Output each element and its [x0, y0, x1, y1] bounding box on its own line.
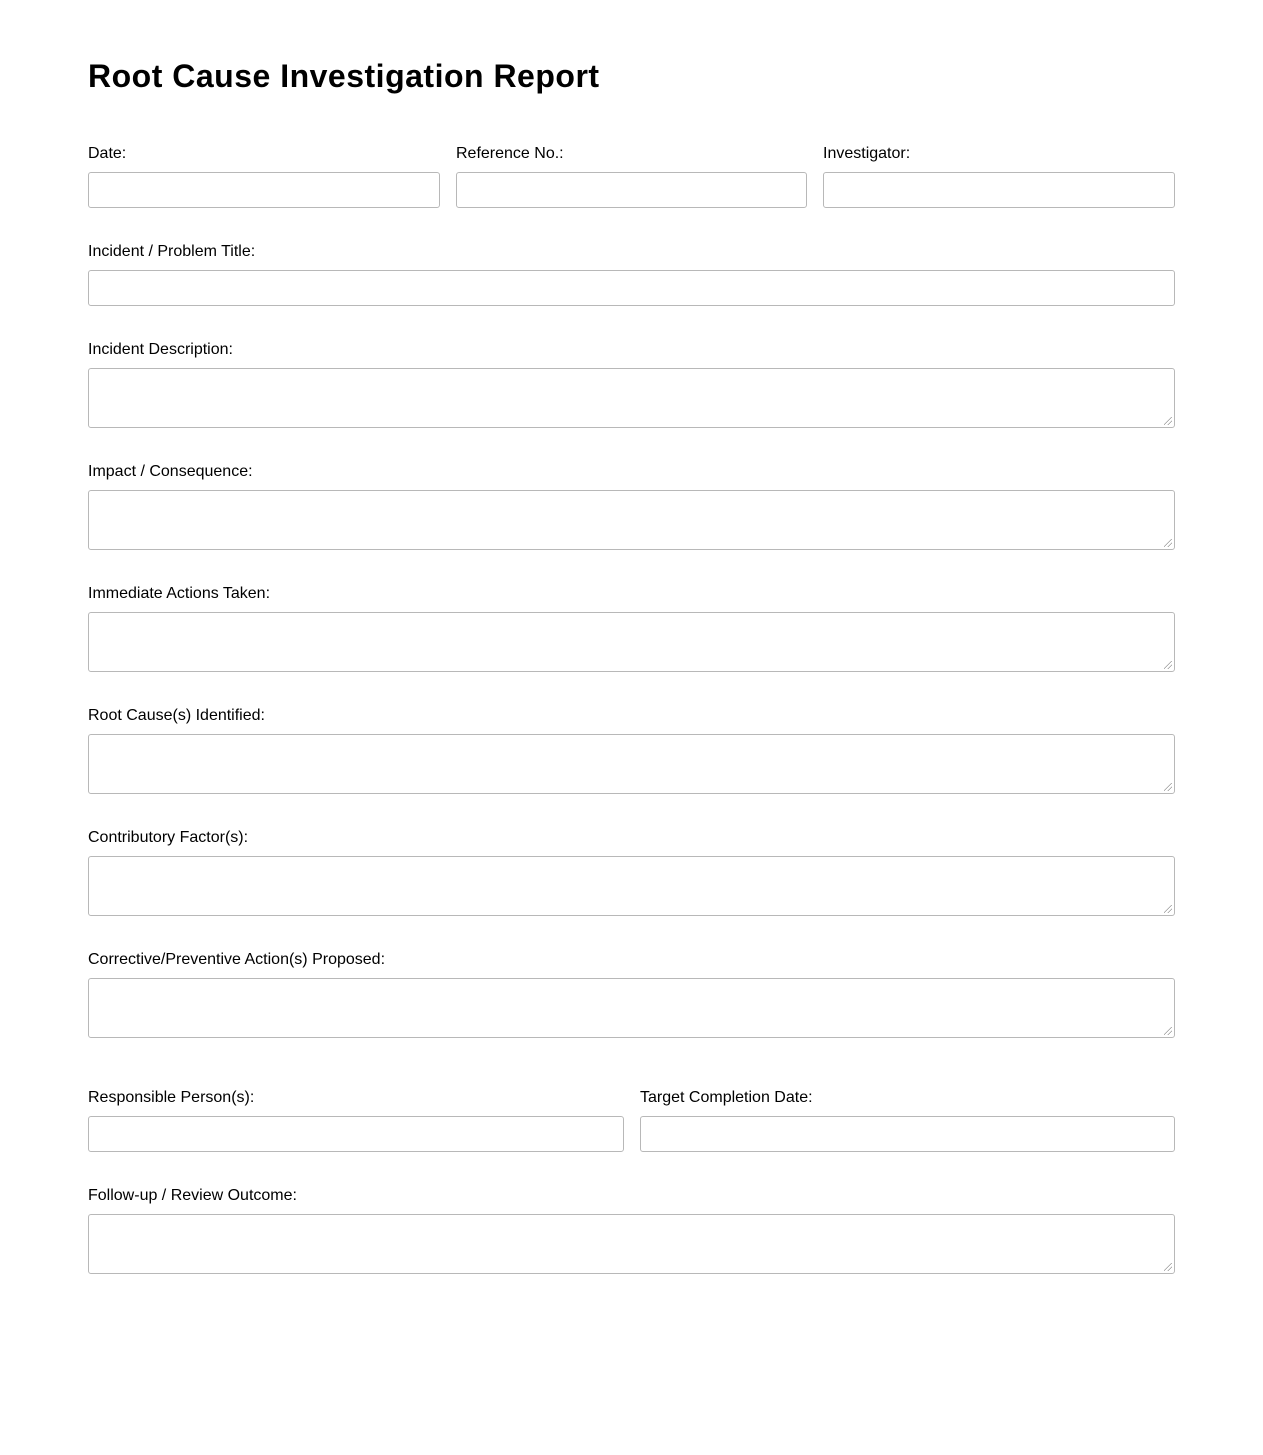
impact-field-group [88, 463, 1175, 550]
root-causes-textarea[interactable] [88, 734, 1175, 794]
target-completion-date-input[interactable] [640, 1116, 1175, 1152]
corrective-actions-textarea[interactable] [88, 978, 1175, 1038]
root-causes-field-group [88, 707, 1175, 794]
resize-grip-icon[interactable] [1164, 905, 1172, 913]
resize-grip-icon[interactable] [1164, 1263, 1172, 1271]
resize-grip-icon[interactable] [1164, 1027, 1172, 1035]
followup-outcome-textarea[interactable] [88, 1214, 1175, 1274]
resize-grip-icon[interactable] [1164, 661, 1172, 669]
reference-no-field-group [456, 145, 807, 208]
responsible-persons-label: Responsible Person(s): [88, 1089, 255, 1106]
root-causes-label: Root Cause(s) Identified: [88, 707, 265, 724]
corrective-actions-label: Corrective/Preventive Action(s) Proposed: [88, 951, 386, 968]
responsible-persons-input[interactable] [88, 1116, 624, 1152]
resize-grip-icon[interactable] [1164, 417, 1172, 425]
incident-title-field-group [88, 243, 1175, 306]
investigator-field-group [823, 145, 1175, 208]
incident-description-textarea[interactable] [88, 368, 1175, 428]
incident-title-label: Incident / Problem Title: [88, 243, 256, 260]
immediate-actions-field-group [88, 585, 1175, 672]
contributory-factors-textarea[interactable] [88, 856, 1175, 916]
resize-grip-icon[interactable] [1164, 783, 1172, 791]
investigator-label: Investigator: [823, 145, 911, 162]
immediate-actions-textarea[interactable] [88, 612, 1175, 672]
corrective-actions-field-group [88, 951, 1175, 1038]
target-completion-date-label: Target Completion Date: [640, 1089, 813, 1106]
date-field-group [88, 145, 440, 208]
followup-outcome-label: Follow-up / Review Outcome: [88, 1187, 297, 1204]
contributory-factors-field-group [88, 829, 1175, 916]
followup-outcome-field-group [88, 1187, 1175, 1274]
contributory-factors-label: Contributory Factor(s): [88, 829, 249, 846]
impact-textarea[interactable] [88, 490, 1175, 550]
investigator-input[interactable] [823, 172, 1175, 208]
immediate-actions-label: Immediate Actions Taken: [88, 585, 271, 602]
impact-label: Impact / Consequence: [88, 463, 253, 480]
responsible-persons-field-group [88, 1089, 624, 1152]
resize-grip-icon[interactable] [1164, 539, 1172, 547]
incident-description-field-group [88, 341, 1175, 428]
reference-no-label: Reference No.: [456, 145, 564, 162]
date-input[interactable] [88, 172, 440, 208]
target-completion-date-field-group [640, 1089, 1175, 1152]
page-title: Root Cause Investigation Report [88, 58, 600, 94]
reference-no-input[interactable] [456, 172, 807, 208]
incident-description-label: Incident Description: [88, 341, 233, 358]
incident-title-input[interactable] [88, 270, 1175, 306]
date-label: Date: [88, 145, 127, 162]
